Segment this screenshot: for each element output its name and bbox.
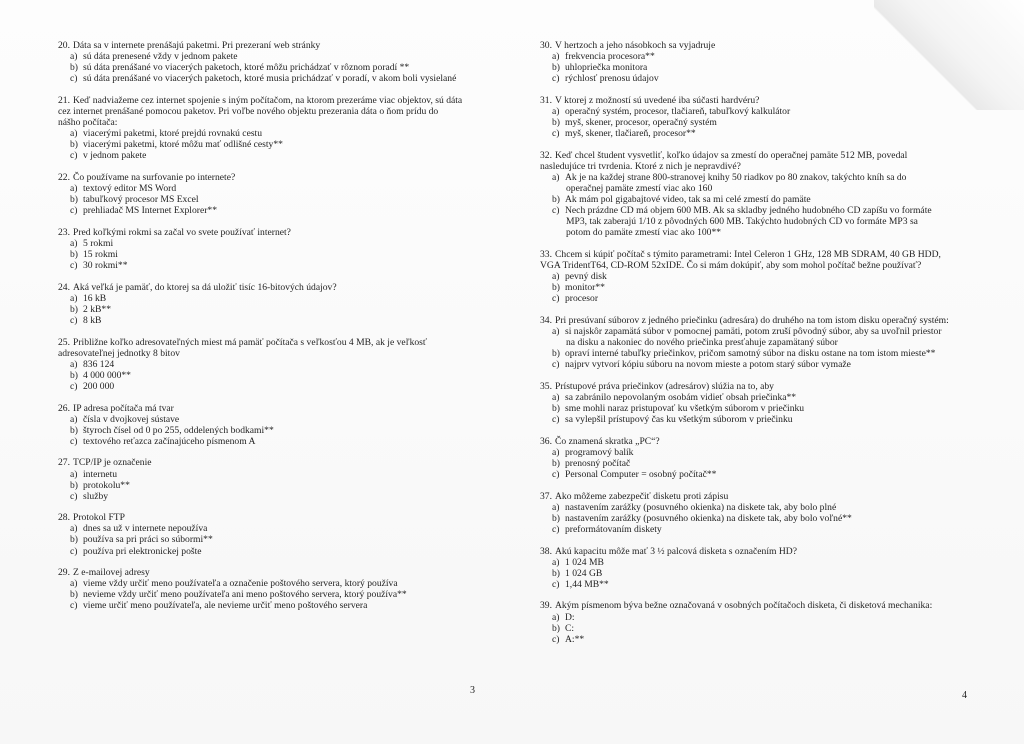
option-label: c) [552,633,560,645]
question-number: 26. [58,402,70,414]
answer-option [540,623,980,634]
question [540,436,980,480]
answer-option [540,326,980,337]
question [540,600,980,644]
answer-option [540,282,980,293]
question-text: V hertzoch a jeho násobkoch sa vyjadruje [555,40,716,51]
option-text: 1 024 MB [565,556,604,568]
option-label: a) [552,611,560,623]
option-text: vieme určiť meno používateľa, ale nevieme určiť meno poštového servera [83,600,368,612]
question-number: 28. [58,512,70,524]
option-text: rýchlosť prenosu údajov [565,73,659,85]
option-text: služby [83,490,109,502]
question-number: 30. [540,40,552,51]
question [540,40,980,84]
option-text: používa pri elektronickej pošte [83,545,202,557]
question-text: Ako môžeme zabezpečiť disketu proti zápisu [555,490,729,502]
question-number: 27. [58,457,70,469]
option-label: a) [552,446,560,458]
option-label: a) [552,326,560,338]
option-label: b) [70,62,78,74]
question-number: 37. [540,490,552,502]
answer-option [58,183,488,194]
question-text: nasledujúce tri tvrdenia. Ktoré z nich je nepravdivé? [540,160,741,172]
option-text: textový editor MS Word [83,183,177,195]
option-text: vieme vždy určiť meno používateľa a označenie poštového servera, ktorý používa [83,578,398,590]
question [540,249,980,304]
option-text: uhlopriečka monitora [565,62,648,74]
answer-option [540,557,980,568]
question [58,457,488,501]
left-page [58,40,488,622]
option-text: D: [565,611,575,623]
option-label: b) [70,589,78,601]
question-text: Pred koľkými rokmi sa začal vo svete používať internet? [73,226,291,238]
question-text: adresovateľnej jednotky 8 bitov [58,347,180,359]
answer-option [540,183,980,194]
option-label: c) [70,490,78,502]
right-page [540,40,980,655]
answer-option [540,502,980,513]
question-text: VGA TridentT64, CD-ROM 52xIDE. Čo si mám dokúpiť, aby som mohol počítač bežne používať? [540,260,922,272]
question-text: cez internet prenášané pomocou paketov. Pri voľbe nového objektu prezerania dáta o ňom prídu do [58,105,439,117]
question [58,227,488,271]
option-text: používa sa pri práci so súbormi** [83,534,213,546]
page-number-right: 4 [962,690,967,701]
question-number: 25. [58,336,70,348]
answer-option [540,205,980,216]
option-text: opraví interné tabuľky priečinkov, pričom samotný súbor na disku ostane na tom istom mieste** [565,348,936,360]
option-text: Nech prázdne CD má objem 600 MB. Ak sa skladby jedného hudobného CD zapíšu vo formáte [565,205,932,217]
question-text: Akú kapacitu môže mať 3 ½ palcová disketa s označením HD? [555,545,797,557]
option-label: c) [552,578,560,590]
option-text: najprv vytvorí kópiu súboru na novom mieste a potom starý súbor vymaže [565,359,851,371]
option-text: pevný disk [565,271,607,283]
answer-option [540,51,980,62]
question-text: Dáta sa v internete prenášajú paketmi. Pri prezeraní web stránky [73,40,321,51]
option-label: a) [552,501,560,513]
question [58,40,488,84]
answer-option [540,117,980,128]
answer-option [58,534,488,545]
answer-option [58,315,488,326]
option-label: b) [552,282,560,294]
option-label: b) [70,534,78,546]
option-label: b) [552,194,560,206]
question [540,150,980,239]
option-text: textového reťazca začínajúceho písmenom A [83,435,256,447]
option-label: a) [70,358,78,370]
answer-option [540,337,980,348]
question [540,95,980,139]
answer-option [58,523,488,534]
option-text: 16 kB [83,292,107,304]
answer-option [540,194,980,205]
option-text: 15 rokmi [83,249,118,260]
option-text: sme mohli naraz pristupovať ku všetkým súborom v priečinku [565,403,805,415]
option-label: a) [70,523,78,535]
question-text: Prístupové práva priečinkov (adresárov) slúžia na to, aby [555,380,774,392]
option-label: c) [70,150,78,162]
answer-option [58,238,488,249]
option-label: b) [70,139,78,151]
option-label: b) [552,512,560,524]
option-text: A:** [565,633,585,645]
question [540,546,980,590]
question-text: Čo znamená skratka „PC“? [555,435,660,447]
option-text: frekvencia procesora** [565,51,655,63]
answer-option [58,546,488,557]
answer-option [540,612,980,623]
answer-option [540,634,980,645]
option-text: v jednom pakete [83,150,147,162]
option-label: c) [552,293,560,305]
option-text: 2 kB** [83,303,111,315]
option-text: operačnej pamäte zmestí viac ako 160 [566,183,713,195]
answer-option [540,579,980,590]
answer-option [58,194,488,205]
answer-option [58,304,488,315]
option-text: nevieme vždy určiť meno používateľa ani meno poštového servera, ktorý používa** [83,589,407,601]
question-text: Chcem si kúpiť počítač s týmito parametrami: Intel Celeron 1 GHz, 128 MB SDRAM, 40 GB HDD, [555,249,941,260]
option-label: c) [70,314,78,326]
option-text: 1,44 MB** [565,578,609,590]
option-text: 836 124 [83,358,115,370]
answer-option [540,62,980,73]
option-label: a) [70,468,78,480]
option-text: si najskôr zapamätá súbor v pomocnej pamäti, potom zruší pôvodný súbor, aby sa uvoľnil priestor [565,326,942,338]
answer-option [58,480,488,491]
question-text: Keď chcel študent vysvetliť, koľko údajov sa zmestí do operačnej pamäte 512 MB, povedal [555,149,908,161]
option-label: c) [70,435,78,447]
option-text: preformátovaním diskety [565,523,662,535]
question-text: Približne koľko adresovateľných miest má pamäť počítača s veľkosťou 4 MB, ak je veľkosť [73,336,427,348]
option-text: nastavením zarážky (posuvného okienka) na diskete tak, aby bolo voľné** [565,512,852,524]
question-number: 32. [540,149,552,161]
option-text: tabuľkový procesor MS Excel [83,194,199,206]
question-number: 38. [540,545,552,557]
option-text: sa vylepšil prístupový čas ku všetkým súborom v priečinku [565,414,793,426]
option-text: protokolu** [83,479,130,491]
option-text: sa zabránilo nepovolaným osobám vidieť obsah priečinka** [565,392,797,404]
answer-option [58,370,488,381]
question [58,337,488,392]
option-text: myš, skener, tlačiareň, procesor** [565,128,696,140]
answer-option [58,600,488,611]
option-text: štyroch čísel od 0 po 255, oddelených bodkami** [83,424,274,436]
question-number: 34. [540,314,552,326]
question [58,282,488,326]
option-label: b) [70,194,78,206]
answer-option [540,293,980,304]
option-label: c) [70,600,78,612]
question-number: 21. [58,94,70,106]
option-text: 200 000 [83,380,115,392]
answer-option [540,447,980,458]
option-text: Ak mám pol gigabajtové video, tak sa mi celé zmestí do pamäte [565,194,811,206]
option-text: Personal Computer = osobný počítač** [565,469,717,481]
answer-option [540,128,980,139]
question [58,567,488,611]
answer-option [58,249,488,260]
question-number: 22. [58,171,70,183]
option-text: operačný systém, procesor, tlačiareň, tabuľkový kalkulátor [565,105,791,117]
option-label: c) [552,73,560,85]
option-label: c) [552,469,560,481]
answer-option [58,260,488,271]
option-text: viacerými paketmi, ktoré môžu mať odlišné cesty** [83,139,283,151]
question-number: 35. [540,380,552,392]
answer-option [540,359,980,370]
page-number-left: 3 [470,685,475,696]
option-label: b) [552,62,560,74]
question-text: Akým písmenom býva bežne označovaná v osobných počítačoch disketa, či disketová mechanika: [555,600,933,612]
question-number: 23. [58,226,70,238]
option-label: c) [70,260,78,272]
answer-option [540,469,980,480]
option-text: nastavením zarážky (posuvného okienka) na diskete tak, aby bolo plné [565,501,837,513]
option-text: dnes sa už v internete nepoužíva [83,523,208,535]
option-label: b) [552,458,560,469]
question-text: nášho počítača: [58,117,118,129]
question [58,512,488,556]
question [540,315,980,370]
question [58,95,488,162]
option-text: 30 rokmi** [83,260,128,272]
question [58,172,488,216]
option-text: sú dáta prenášané vo viacerých paketoch, ktoré môžu prichádzať v rôznom poradí ** [83,62,410,74]
answer-option [540,172,980,183]
answer-option [58,150,488,161]
answer-option [540,392,980,403]
answer-option [58,73,488,84]
answer-option [540,513,980,524]
question [540,381,980,425]
option-label: c) [552,414,560,426]
answer-option [58,425,488,436]
option-label: a) [70,237,78,249]
option-text: 1 024 GB [565,567,603,579]
answer-option [58,62,488,73]
question [540,491,980,535]
option-label: b) [70,249,78,260]
question-number: 36. [540,435,552,447]
question-number: 33. [540,249,552,260]
option-text: programový balík [565,446,634,458]
option-label: a) [552,171,560,183]
option-text: monitor** [565,282,605,294]
option-label: c) [552,128,560,140]
answer-option [58,359,488,370]
option-label: b) [552,117,560,129]
option-label: c) [70,205,78,217]
option-label: b) [552,348,560,360]
answer-option [58,139,488,150]
option-label: a) [552,51,560,63]
option-label: a) [552,105,560,117]
question-number: 29. [58,567,70,579]
answer-option [540,403,980,414]
answer-option [540,524,980,535]
option-text: na disku a nakoniec do nového priečinka presťahuje zapamätaný súbor [566,337,838,349]
question-number: 24. [58,281,70,293]
answer-option [58,128,488,139]
question-text: Pri presúvaní súborov z jedného priečinku (adresára) do druhého na tom istom disku operačný systém: [555,314,949,326]
option-label: a) [70,413,78,425]
answer-option [58,578,488,589]
question-text: Aká veľká je pamäť, do ktorej sa dá uložiť tisíc 16-bitových údajov? [73,281,337,293]
option-label: b) [552,403,560,415]
answer-option [58,589,488,600]
option-text: myš, skener, procesor, operačný systém [565,117,717,129]
option-label: a) [70,51,78,63]
question-text: Keď nadviažeme cez internet spojenie s iným počítačom, na ktorom prezeráme viac objektov, sú dáta [73,94,463,106]
answer-option [58,469,488,480]
answer-option [58,436,488,447]
answer-option [540,568,980,579]
answer-option [540,227,980,238]
option-label: a) [70,292,78,304]
answer-option [540,216,980,227]
answer-option [540,73,980,84]
option-text: 8 kB [83,314,102,326]
option-label: c) [552,359,560,371]
option-label: c) [552,205,560,217]
answer-option [58,293,488,304]
option-label: b) [552,567,560,579]
answer-option [540,458,980,469]
option-label: c) [70,73,78,85]
question-text: Z e-mailovej adresy [73,567,150,579]
option-text: 5 rokmi [83,237,114,249]
question-text: Čo používame na surfovanie po internete? [73,171,236,183]
answer-option [58,414,488,425]
option-label: b) [70,479,78,491]
answer-option [58,205,488,216]
option-text: sú dáta prenášané vo viacerých paketoch, ktoré musia prichádzať v poradí, v akom boli vysielané [83,73,457,85]
question-text: IP adresa počítača má tvar [73,402,174,414]
option-text: C: [565,622,575,634]
option-label: a) [552,556,560,568]
option-label: a) [552,392,560,404]
option-label: b) [70,424,78,436]
question-number: 31. [540,94,552,106]
answer-option [540,414,980,425]
option-label: b) [552,622,560,634]
option-label: b) [70,369,78,381]
option-text: prehliadač MS Internet Explorer** [83,205,217,217]
option-text: sú dáta prenesené vždy v jednom pakete [83,51,238,63]
option-text: viacerými paketmi, ktoré prejdú rovnakú cestu [83,128,263,140]
option-text: procesor [565,293,599,305]
answer-option [540,271,980,282]
question-text: V ktorej z možností sú uvedené iba súčasti hardvéru? [555,94,760,106]
question [58,403,488,447]
option-label: b) [70,303,78,315]
question-text: TCP/IP je označenie [73,457,152,469]
option-label: a) [552,271,560,283]
option-text: potom do pamäte zmestí viac ako 100** [566,227,722,239]
option-label: c) [70,380,78,392]
option-text: čísla v dvojkovej sústave [83,413,180,425]
option-label: c) [70,545,78,557]
answer-option [58,51,488,62]
answer-option [540,106,980,117]
option-label: c) [552,523,560,535]
answer-option [540,348,980,359]
option-text: internetu [83,468,118,480]
question-number: 20. [58,40,70,51]
answer-option [58,491,488,502]
option-text: prenosný počítač [565,458,631,469]
option-label: a) [70,578,78,590]
option-text: 4 000 000** [83,369,131,381]
option-label: a) [70,183,78,195]
answer-option [58,381,488,392]
option-text: MP3, tak zaberajú 1/10 z pôvodných 600 MB. Takýchto hudobných CD vo formáte MP3 sa [566,216,918,228]
option-text: Ak je na každej strane 800-stranovej knihy 50 riadkov po 80 znakov, takýchto kníh sa do [565,171,907,183]
option-label: a) [70,128,78,140]
question-number: 39. [540,600,552,612]
question-text: Protokol FTP [73,512,125,524]
